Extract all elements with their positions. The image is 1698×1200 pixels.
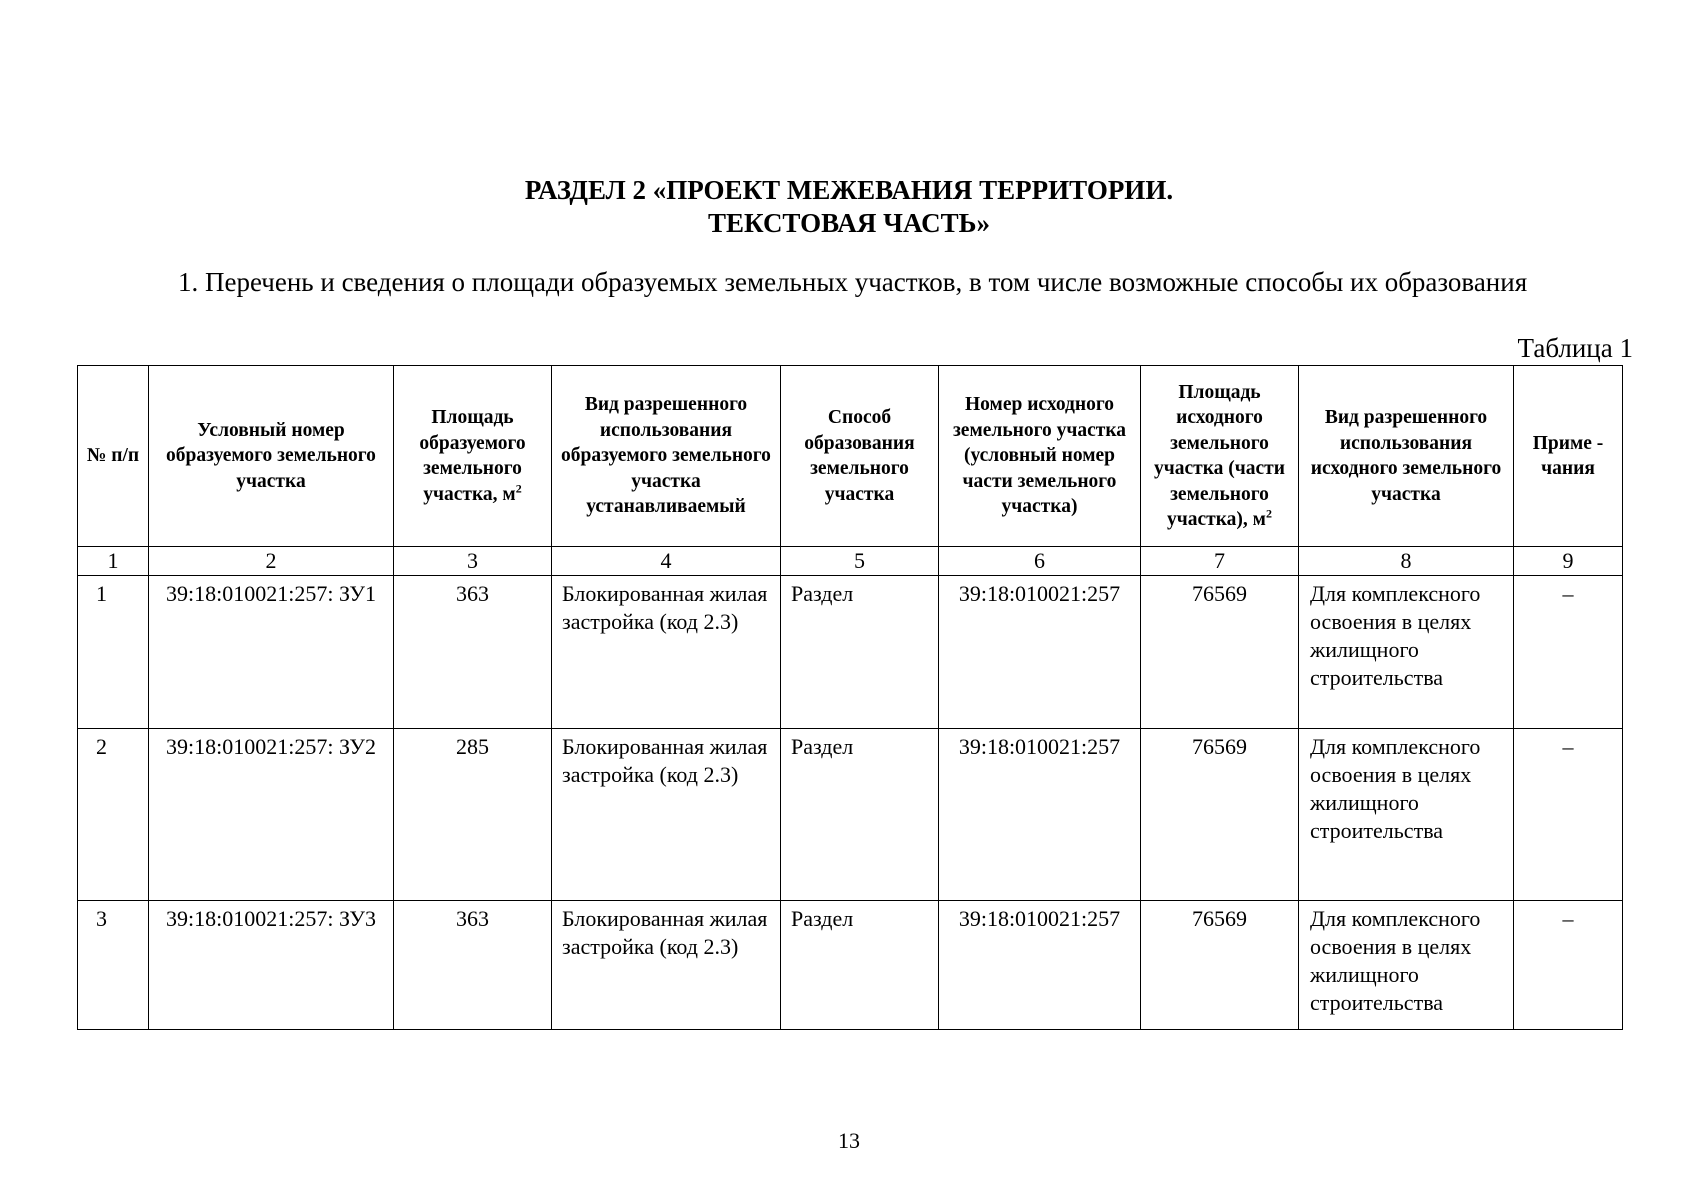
- plot-area: 363: [394, 576, 552, 729]
- source-plot-area: 76569: [1141, 901, 1299, 1030]
- column-number: 6: [939, 547, 1141, 576]
- header-row: [78, 366, 1623, 547]
- row-index: 3: [78, 901, 149, 1030]
- plot-area: 285: [394, 729, 552, 901]
- header-cell: [781, 366, 939, 547]
- source-plot-area: 76569: [1141, 729, 1299, 901]
- header-cell: [78, 366, 149, 547]
- page-number: 13: [838, 1128, 860, 1153]
- header-text: Площадь образуемого земельного участка, м: [419, 407, 526, 505]
- source-plot-number: 39:18:010021:257: [939, 729, 1141, 901]
- header-text: № п/п: [86, 445, 140, 467]
- table-row: [78, 901, 1623, 1030]
- column-number: 1: [78, 547, 149, 576]
- use-type: Блокированная жилая застройка (код 2.3): [552, 576, 781, 729]
- column-number: 9: [1514, 547, 1623, 576]
- header-cell: [1299, 366, 1514, 547]
- plot-number: 39:18:010021:257: ЗУ3: [149, 901, 394, 1030]
- column-number: 4: [552, 547, 781, 576]
- header-text: Площадь исходного земельного участка (части земельного участка), м: [1153, 381, 1285, 530]
- column-number: 2: [149, 547, 394, 576]
- header-text: Приме - чания: [1532, 432, 1604, 479]
- formation-method: Раздел: [781, 901, 939, 1030]
- table-row: [78, 729, 1623, 901]
- plots-table: [77, 365, 1623, 1030]
- plot-number: 39:18:010021:257: ЗУ2: [149, 729, 394, 901]
- use-type: Блокированная жилая застройка (код 2.3): [552, 901, 781, 1030]
- section-heading: 1. Перечень и сведения о площади образуемых земельных участков, в том числе возможные способы их образования: [178, 267, 1528, 297]
- formation-method: Раздел: [781, 576, 939, 729]
- superscript: 2: [515, 481, 522, 495]
- column-number: 5: [781, 547, 939, 576]
- row-index: 1: [78, 576, 149, 729]
- source-use-type: Для комплексного освоения в целях жилищного строительства: [1299, 901, 1514, 1030]
- source-plot-number: 39:18:010021:257: [939, 576, 1141, 729]
- document-title-line-1: РАЗДЕЛ 2 «ПРОЕКТ МЕЖЕВАНИЯ ТЕРРИТОРИИ.: [524, 175, 1174, 205]
- source-use-type: Для комплексного освоения в целях жилищного строительства: [1299, 576, 1514, 729]
- header-cell: [149, 366, 394, 547]
- header-text: Способ образования земельного участка: [804, 407, 915, 505]
- header-cell: [1141, 366, 1299, 547]
- column-number: 3: [394, 547, 552, 576]
- column-number-row: [78, 547, 1623, 576]
- row-index: 2: [78, 729, 149, 901]
- table-caption: Таблица 1: [1517, 333, 1633, 363]
- superscript: 2: [1265, 506, 1272, 521]
- column-number: 7: [1141, 547, 1299, 576]
- header-text: Условный номер образуемого земельного участка: [166, 419, 376, 492]
- notes: –: [1514, 576, 1623, 729]
- formation-method: Раздел: [781, 729, 939, 901]
- table-row: [78, 576, 1623, 729]
- header-text: Вид разрешенного использования исходного земельного участка: [1310, 407, 1502, 505]
- plot-area: 363: [394, 901, 552, 1030]
- header-cell: [939, 366, 1141, 547]
- notes: –: [1514, 901, 1623, 1030]
- header-cell: [1514, 366, 1623, 547]
- source-use-type: Для комплексного освоения в целях жилищного строительства: [1299, 729, 1514, 901]
- document-title-line-2: ТЕКСТОВАЯ ЧАСТЬ»: [708, 208, 990, 238]
- header-cell: [394, 366, 552, 547]
- header-cell: [552, 366, 781, 547]
- notes: –: [1514, 729, 1623, 901]
- column-number: 8: [1299, 547, 1514, 576]
- use-type: Блокированная жилая застройка (код 2.3): [552, 729, 781, 901]
- source-plot-area: 76569: [1141, 576, 1299, 729]
- header-text: Вид разрешенного использования образуемого земельного участка устанавливаемый: [561, 394, 771, 518]
- source-plot-number: 39:18:010021:257: [939, 901, 1141, 1030]
- header-text: Номер исходного земельного участка (условный номер части земельного участка): [952, 394, 1127, 518]
- plot-number: 39:18:010021:257: ЗУ1: [149, 576, 394, 729]
